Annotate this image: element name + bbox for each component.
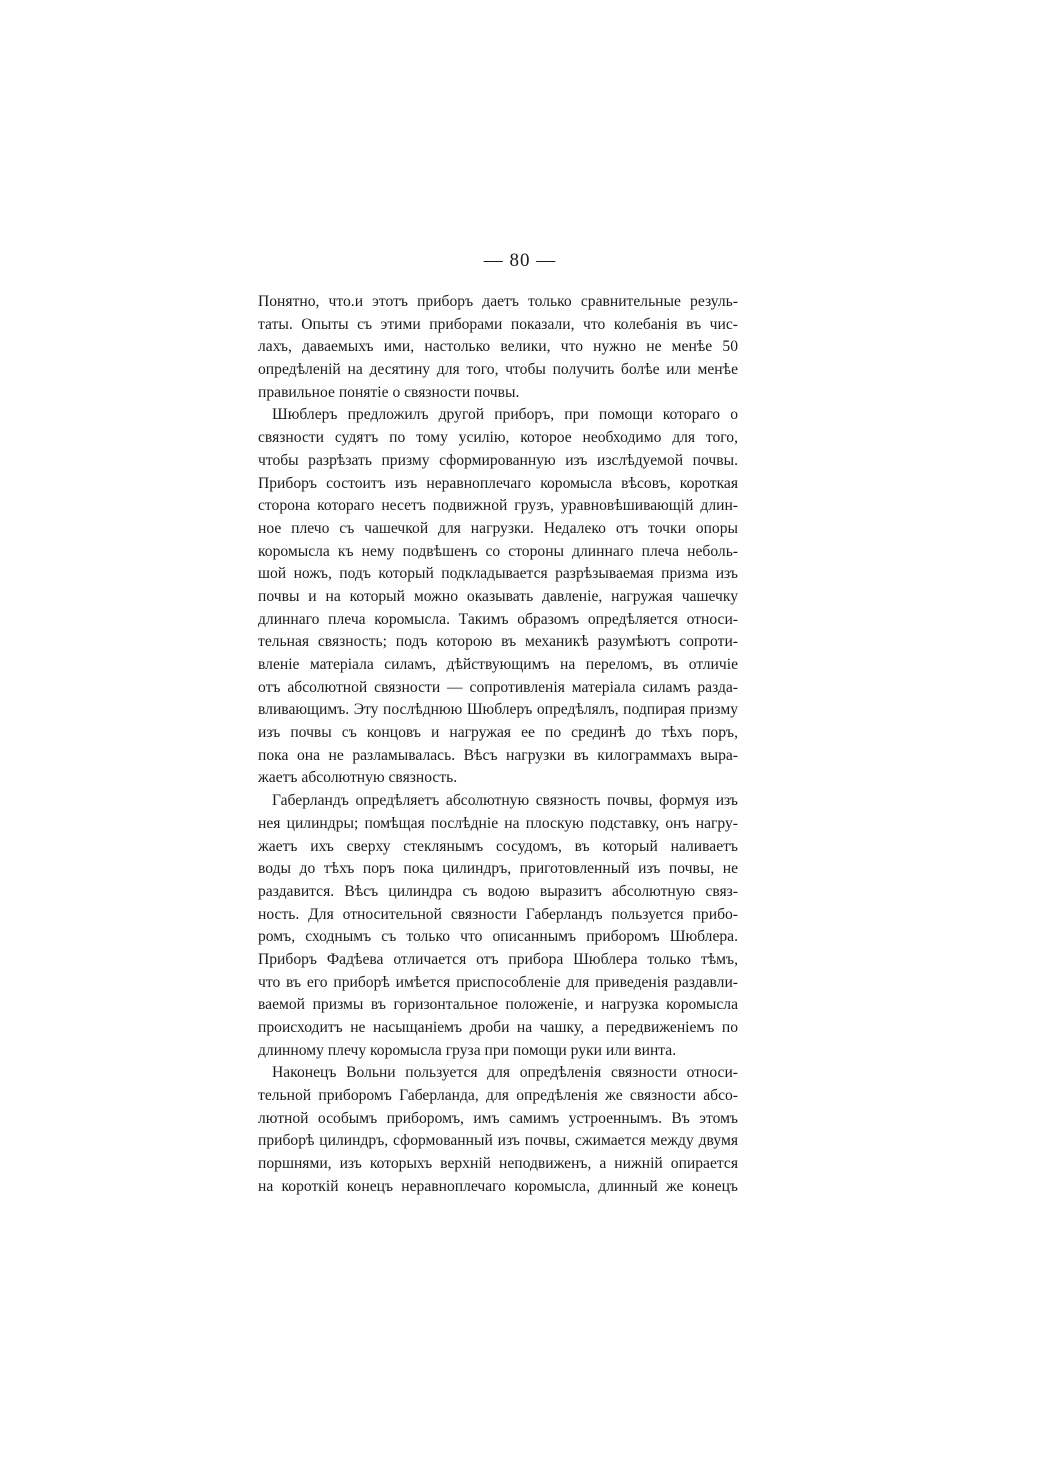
text-line: Наконецъ Вольни пользуется для опредѣленія связности относи- bbox=[272, 1064, 738, 1082]
text-line: связности судятъ по тому усилію, которое необходимо для того, bbox=[258, 429, 738, 447]
text-line: отъ абсолютной связности — сопротивленія матеріала силамъ разда- bbox=[258, 678, 738, 696]
text-line: на короткій конецъ неравноплечаго коромысла, длинный же конецъ bbox=[258, 1177, 738, 1195]
text-line: пока она не разламывалась. Вѣсъ нагрузки въ килограммахъ выра- bbox=[258, 746, 738, 764]
text-line: Шюблеръ предложилъ другой приборъ, при помощи котораго о bbox=[272, 406, 738, 424]
text-line: ромъ, сходнымъ съ только что описаннымъ приборомъ Шюблера. bbox=[258, 928, 738, 946]
text-line: Приборъ Фадѣева отличается отъ прибора Шюблера только тѣмъ, bbox=[258, 950, 738, 968]
text-line: приборѣ цилиндръ, сформованный изъ почвы, сжимается между двумя bbox=[258, 1132, 738, 1150]
text-line: почвы и на который можно оказывать давленіе, нагружая чашечку bbox=[258, 587, 738, 605]
text-line: жаетъ абсолютную связность. bbox=[258, 769, 458, 787]
text-line: Габерландъ опредѣляетъ абсолютную связность почвы, формуя изъ bbox=[272, 792, 738, 810]
body-text bbox=[258, 291, 738, 1199]
text-line: что въ его приборѣ имѣется приспособленіе для приведенія раздавли- bbox=[258, 973, 738, 991]
text-line: ность. Для относительной связности Габерландъ пользуется прибо- bbox=[258, 905, 738, 923]
text-line: ное плечо съ чашечкой для нагрузки. Недалеко отъ точки опоры bbox=[258, 519, 738, 537]
text-line: коромысла къ нему подвѣшенъ со стороны длиннаго плеча неболь- bbox=[258, 542, 738, 560]
text-line: воды до тѣхъ поръ пока цилиндръ, приготовленный изъ почвы, не bbox=[258, 860, 738, 878]
text-line: тельной приборомъ Габерланда, для опредѣленія же связности абсо- bbox=[258, 1087, 738, 1105]
paragraph bbox=[258, 1062, 738, 1198]
text-line: тельная связность; подъ которою въ механикѣ разумѣютъ сопроти- bbox=[258, 633, 738, 651]
text-line: жаетъ ихъ сверху стеклянымъ сосудомъ, въ который наливаетъ bbox=[258, 837, 738, 855]
text-line: Приборъ состоитъ изъ неравноплечаго коромысла вѣсовъ, короткая bbox=[258, 474, 738, 492]
text-line: поршнями, изъ которыхъ верхній неподвиженъ, а нижній опирается bbox=[258, 1155, 738, 1173]
text-line: происходитъ не насыщаніемъ дроби на чашку, а передвиженіемъ по bbox=[258, 1019, 738, 1036]
text-line: длиннаго плеча коромысла. Такимъ образомъ опредѣляется относи- bbox=[258, 610, 738, 628]
paragraph bbox=[258, 404, 738, 790]
text-line: опредѣленій на десятину для того, чтобы получить болѣе или менѣе bbox=[258, 361, 738, 379]
text-line: сторона котораго несетъ подвижной грузъ, уравновѣшивающій длин- bbox=[258, 497, 738, 515]
text-line: вливающимъ. Эту послѣднюю Шюблеръ опредѣлялъ, подпирая призму bbox=[258, 701, 738, 719]
paragraph bbox=[258, 790, 738, 1062]
text-line: чтобы разрѣзать призму сформированную изъ изслѣдуемой почвы. bbox=[258, 451, 738, 469]
text-line: вленіе матеріала силамъ, дѣйствующимъ на переломъ, въ отличіе bbox=[258, 656, 738, 673]
paragraph bbox=[258, 291, 738, 404]
text-line: ваемой призмы въ горизонтальное положеніе, и нагрузка коромысла bbox=[258, 996, 738, 1014]
text-line: длинному плечу коромысла груза при помощи руки или винта. bbox=[258, 1041, 677, 1059]
text-line: лютной особымъ приборомъ, имъ самимъ устроеннымъ. Въ этомъ bbox=[258, 1109, 738, 1127]
text-line: таты. Опыты съ этими приборами показали, что колебанія въ чис- bbox=[258, 315, 738, 333]
text-line: шой ножъ, подъ который подкладывается разрѣзываемая призма изъ bbox=[258, 565, 738, 583]
text-line: раздавится. Вѣсъ цилиндра съ водою выразитъ абсолютную связ- bbox=[258, 882, 738, 900]
text-line: изъ почвы съ концовъ и нагружая ее по срединѣ до тѣхъ поръ, bbox=[258, 724, 738, 742]
text-line: лахъ, даваемыхъ ими, настолько велики, что нужно не менѣе 50 bbox=[258, 338, 738, 356]
text-line: Понятно, что.и этотъ приборъ даетъ только сравнительные резуль- bbox=[258, 293, 738, 310]
text-line: нея цилиндры; помѣщая послѣдніе на плоскую подставку, онъ нагру- bbox=[258, 814, 738, 832]
page-number: — 80 — bbox=[483, 250, 557, 271]
text-line: правильное понятіе о связности почвы. bbox=[258, 383, 520, 401]
